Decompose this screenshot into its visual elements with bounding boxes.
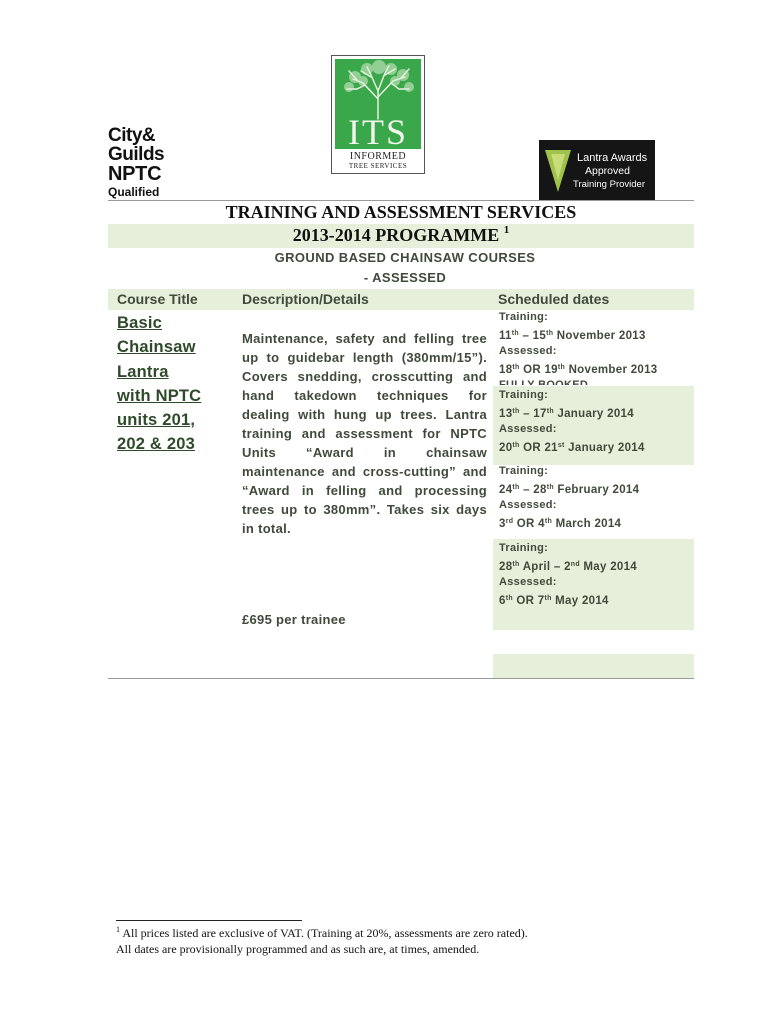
course-title-line: Chainsaw (117, 338, 196, 357)
logo-text-city: City& (108, 125, 156, 146)
course-title-line: 202 & 203 (117, 435, 195, 454)
its-logo-green-panel (335, 59, 421, 149)
training-label: Training: (499, 542, 549, 554)
schedule-empty-cell (493, 654, 694, 678)
lantra-triangle-icon (543, 146, 573, 196)
schedule-block (493, 385, 694, 465)
lantra-text-awards: Lantra Awards (577, 152, 648, 164)
header-course-title: Course Title (117, 291, 198, 307)
training-dates: 24th – 28th February 2014 (499, 483, 640, 496)
course-price: £695 per trainee (242, 612, 346, 627)
section-subtitle-line2: - ASSESSED (363, 270, 447, 285)
course-title-line: Basic (117, 314, 163, 332)
course-title-line: units 201, (117, 411, 196, 430)
header-description: Description/Details (242, 291, 369, 307)
footnote-mark: 1 (116, 925, 120, 934)
city-guilds-nptc-logo (108, 126, 174, 200)
its-logo-tree-services: TREE SERVICES (348, 162, 408, 170)
footnote-ref: 1 (503, 224, 510, 236)
assessed-dates: 6th OR 7th May 2014 (499, 594, 609, 607)
logo-text-guilds: Guilds (108, 144, 165, 165)
training-label: Training: (499, 465, 549, 477)
schedule-block (493, 310, 694, 385)
assessed-label: Assessed: (499, 423, 557, 435)
programme-title (108, 224, 694, 246)
section-subtitle-line1: GROUND BASED CHAINSAW COURSES (274, 250, 536, 265)
assessed-dates: 18th OR 19th November 2013 (499, 363, 658, 376)
assessed-label: Assessed: (499, 499, 557, 511)
schedule-block (493, 539, 694, 630)
assessed-dates: 3rd OR 4th March 2014 (499, 517, 622, 530)
table-bottom-rule (108, 678, 694, 679)
course-title-line: Lantra (117, 362, 169, 381)
lantra-text-provider: Training Provider (573, 179, 645, 190)
training-dates: 28th April – 2nd May 2014 (499, 560, 637, 573)
course-title (117, 311, 229, 457)
training-label: Training: (499, 389, 549, 401)
assessed-dates: 20th OR 21st January 2014 (499, 441, 645, 454)
lantra-text-approved: Approved (585, 165, 630, 177)
its-logo-informed: INFORMED (349, 151, 407, 162)
training-dates: 13th – 17th January 2014 (499, 407, 634, 420)
training-dates: 11th – 15th November 2013 (499, 329, 646, 342)
training-label: Training: (499, 311, 549, 323)
footnote-rule (116, 920, 302, 921)
assessed-label: Assessed: (499, 345, 557, 357)
informed-tree-services-logo (331, 55, 425, 174)
footnote-dates: All dates are provisionally programmed and as such are, at times, amended. (116, 942, 480, 956)
page-title: TRAINING AND ASSESSMENT SERVICES (225, 202, 577, 222)
schedule-block (493, 464, 694, 539)
logo-text-qualified: Qualified (108, 185, 160, 199)
programme-text: 2013-2014 PROGRAMME (292, 225, 500, 245)
footnote-line1: All prices listed are exclusive of VAT. (Training at 20%, assessments are zero rated). (120, 926, 528, 940)
its-logo-letters: ITS (348, 112, 408, 149)
lantra-awards-logo (539, 140, 655, 200)
header-scheduled-dates: Scheduled dates (498, 291, 610, 307)
footnote-vat (116, 925, 528, 941)
course-title-line: with NPTC (117, 386, 202, 405)
assessed-label: Assessed: (499, 576, 557, 588)
course-description: Maintenance, safety and felling tree up to guidebar length (380mm/15”). Covers snedding, crosscutting and hand takedown techniques for dealing with hung up trees. Lantra training and assessment for NPTC Units “Award in chainsaw maintenance and cross-cutting” and “Award in felling and processing trees up to 380mm”. Takes six days in total. (242, 331, 487, 536)
logo-text-nptc: NPTC (108, 163, 162, 185)
